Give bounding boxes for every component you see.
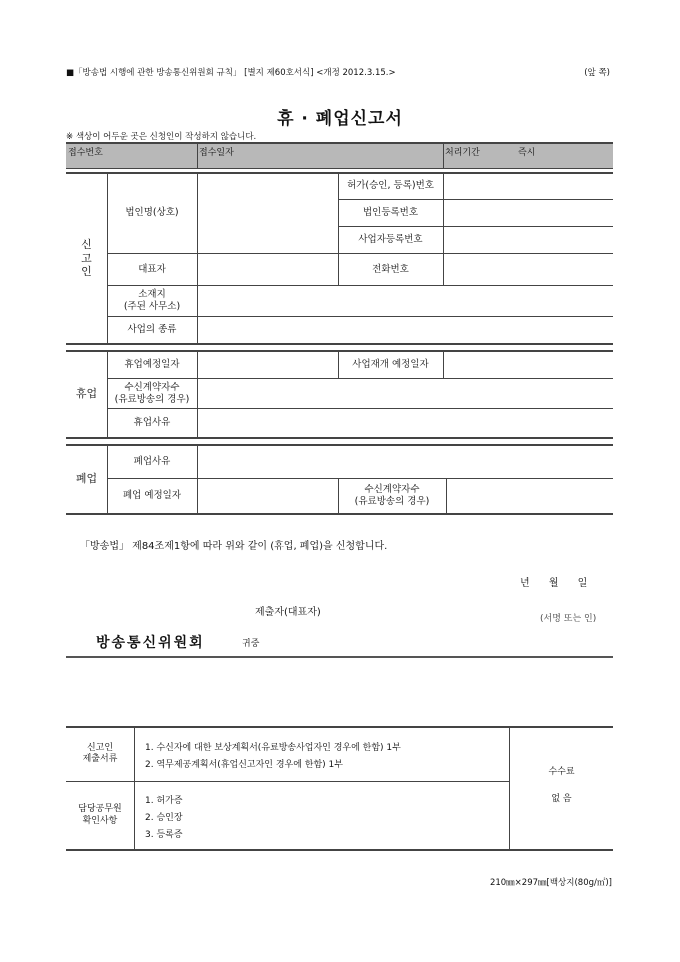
closure-reason-label: 폐업사유 — [133, 455, 171, 467]
corp-registration-field[interactable] — [444, 200, 613, 226]
submit-documents-label: 신고인 제출서류 — [82, 742, 118, 764]
submitter-label: 제출자(대표자) — [255, 607, 321, 618]
suspension-subscribers-label: 수신계약자수 (유료방송의 경우) — [114, 381, 190, 405]
representative-field[interactable] — [198, 254, 338, 285]
corp-name-label: 법인명(상호) — [125, 207, 179, 219]
officer-check-item: 1. 허가증 — [145, 796, 183, 806]
closure-planned-date-label: 폐업 예정일자 — [122, 490, 182, 502]
closure-subscribers-field[interactable] — [447, 479, 613, 513]
fee-value: 없 음 — [551, 794, 572, 805]
closure-section-label: 폐업 — [75, 472, 98, 486]
address-label: 소재지 (주된 사무소) — [123, 289, 181, 312]
suspension-reason-label: 휴업사유 — [133, 417, 171, 429]
suspension-section-label: 휴업 — [75, 387, 98, 401]
phone-label: 전화번호 — [372, 263, 409, 275]
fee-label: 수수료 — [548, 767, 575, 778]
page-side: (앞 쪽) — [584, 68, 610, 78]
submit-document-item: 1. 수신자에 대한 보상계획서(유료방송사업자인 경우에 한함) 1부 — [145, 743, 401, 753]
business-type-field[interactable] — [198, 317, 613, 343]
recipient-organization: 방송통신위원회 — [96, 635, 205, 651]
business-type-label: 사업의 종류 — [127, 324, 177, 336]
officer-check-item: 2. 승인장 — [145, 813, 183, 823]
business-registration-field[interactable] — [444, 227, 613, 253]
regulation-reference: ■「방송법 시행에 관한 방송통신위원회 규칙」 [별지 제60호서식] <개정 2012.3.15.> — [66, 68, 396, 78]
corp-registration-label: 법인등록번호 — [362, 207, 419, 219]
form-title: 휴 · 폐업신고서 — [277, 109, 403, 129]
shading-note: ※ 색상이 어두운 곳은 신청인이 작성하지 않습니다. — [66, 132, 257, 142]
suspension-planned-date-field[interactable] — [198, 351, 338, 378]
suspension-planned-date-label: 휴업예정일자 — [124, 358, 180, 370]
closure-subscribers-label: 수신계약자수 (유료방송의 경우) — [354, 484, 430, 507]
closure-reason-field[interactable] — [198, 445, 613, 478]
recipient-suffix: 귀중 — [242, 639, 260, 649]
applicant-section-label: 신 고 인 — [81, 237, 92, 279]
processing-period-label: 처리기간 — [445, 148, 480, 158]
suspension-reason-field[interactable] — [198, 409, 613, 437]
closure-planned-date-field[interactable] — [198, 479, 338, 513]
declaration-statement: 「방송법」 제84조제1항에 따라 위와 같이 (휴업, 폐업)을 신청합니다. — [80, 541, 388, 552]
paper-spec: 210㎜×297㎜[백상지(80g/㎡)] — [489, 878, 612, 888]
address-field[interactable] — [198, 286, 613, 316]
submit-document-item: 2. 역무제공계획서(휴업신고자인 경우에 한함) 1부 — [145, 760, 343, 770]
business-registration-label: 사업자등록번호 — [358, 234, 423, 246]
license-number-field[interactable] — [444, 173, 613, 199]
receipt-date-label: 접수일자 — [199, 148, 234, 158]
receipt-number-label: 접수번호 — [68, 148, 103, 158]
phone-field[interactable] — [444, 254, 613, 285]
officer-check-label: 담당공무원 확인사항 — [78, 804, 122, 826]
suspension-subscribers-field[interactable] — [198, 379, 613, 408]
date-line[interactable]: 년 월 일 — [520, 578, 588, 589]
resume-date-field[interactable] — [444, 351, 613, 378]
officer-check-item: 3. 등록증 — [145, 830, 183, 840]
signature-label[interactable]: (서명 또는 인) — [540, 614, 597, 624]
representative-label: 대표자 — [138, 263, 166, 275]
license-number-label: 허가(승인, 등록)번호 — [347, 180, 434, 192]
resume-date-label: 사업재개 예정일자 — [352, 358, 429, 370]
corp-name-field[interactable] — [198, 173, 338, 253]
processing-period-value: 즉시 — [518, 148, 536, 158]
